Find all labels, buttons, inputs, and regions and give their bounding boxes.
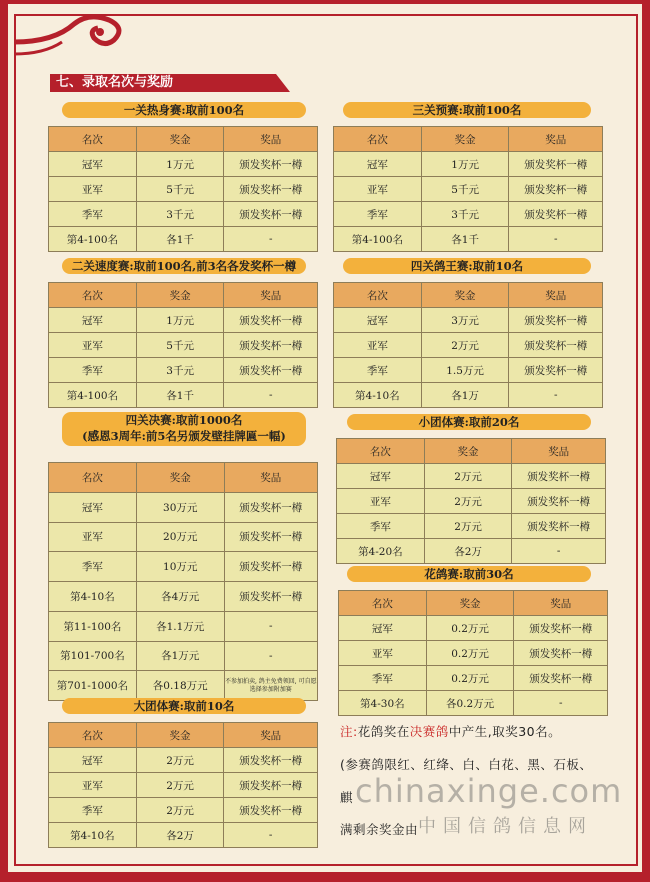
table-header-cell: 奖品 bbox=[512, 439, 606, 464]
table-cell: 颁发奖杯一樽 bbox=[224, 773, 318, 798]
table-title-text: 四关决赛:取前1000名 bbox=[125, 413, 243, 427]
table-row bbox=[334, 308, 603, 333]
table-cell: 季军 bbox=[334, 358, 422, 383]
table-row bbox=[49, 333, 318, 358]
table-cell: 冠军 bbox=[334, 152, 422, 177]
table-cell: 季军 bbox=[49, 798, 137, 823]
table-cell: 颁发奖杯一樽 bbox=[509, 308, 603, 333]
table-cell: 颁发奖杯一樽 bbox=[509, 202, 603, 227]
table-row bbox=[339, 616, 608, 641]
table-cell: 颁发奖杯一樽 bbox=[224, 522, 317, 552]
table-header-cell: 名次 bbox=[334, 283, 422, 308]
table-row bbox=[337, 464, 606, 489]
table-cell: 冠军 bbox=[49, 152, 137, 177]
table-header-cell: 奖品 bbox=[224, 723, 318, 748]
table-header-row bbox=[49, 127, 318, 152]
table-cell: - bbox=[224, 383, 318, 408]
table-cell: 0.2万元 bbox=[426, 666, 514, 691]
table-row bbox=[49, 748, 318, 773]
table-cell: 颁发奖杯一樽 bbox=[224, 492, 317, 522]
table-cell: 2万元 bbox=[136, 748, 224, 773]
table-row bbox=[49, 492, 318, 522]
table-title-7 bbox=[62, 698, 306, 714]
table-header-cell: 奖金 bbox=[421, 283, 509, 308]
table-cell: 颁发奖杯一樽 bbox=[224, 333, 318, 358]
table-header-row bbox=[334, 127, 603, 152]
table-cell: 颁发奖杯一樽 bbox=[224, 358, 318, 383]
table-header-cell: 奖金 bbox=[136, 463, 224, 493]
table-cell: 第4-30名 bbox=[339, 691, 427, 716]
table-cell: 亚军 bbox=[339, 641, 427, 666]
table-cell: 冠军 bbox=[339, 616, 427, 641]
table-row bbox=[339, 691, 608, 716]
prize-table-5 bbox=[336, 438, 606, 564]
table-row bbox=[334, 177, 603, 202]
prize-table-6 bbox=[338, 590, 608, 716]
table-row bbox=[49, 358, 318, 383]
table-row bbox=[337, 514, 606, 539]
table-cell: 第101-700名 bbox=[49, 641, 137, 671]
table-header-cell: 奖金 bbox=[136, 283, 224, 308]
table-row bbox=[49, 177, 318, 202]
table-cell: 第4-10名 bbox=[334, 383, 422, 408]
table-title-0 bbox=[62, 102, 306, 118]
table-cell: 颁发奖杯一樽 bbox=[509, 358, 603, 383]
note-line-2: (参赛鸽限红、红绛、白、白花、黑、石板、 bbox=[340, 757, 593, 772]
table-header-cell: 名次 bbox=[339, 591, 427, 616]
table-cell: 颁发奖杯一樽 bbox=[224, 177, 318, 202]
table-cell: 颁发奖杯一樽 bbox=[224, 202, 318, 227]
table-cell: 亚军 bbox=[49, 333, 137, 358]
table-header-row bbox=[334, 283, 603, 308]
table-cell: 3千元 bbox=[136, 202, 224, 227]
table-cell: 第4-20名 bbox=[337, 539, 425, 564]
table-cell: 颁发奖杯一樽 bbox=[509, 177, 603, 202]
table-cell: 2万元 bbox=[424, 464, 512, 489]
table-header-row bbox=[49, 723, 318, 748]
table-row bbox=[337, 489, 606, 514]
table-cell: - bbox=[514, 691, 608, 716]
table-cell: 各1千 bbox=[136, 227, 224, 252]
prize-table-2 bbox=[48, 282, 318, 408]
table-header-cell: 奖金 bbox=[426, 591, 514, 616]
table-title-1 bbox=[343, 102, 591, 118]
table-header-row bbox=[337, 439, 606, 464]
table-cell: 亚军 bbox=[49, 177, 137, 202]
table-header-cell: 奖金 bbox=[136, 127, 224, 152]
table-header-cell: 名次 bbox=[334, 127, 422, 152]
table-cell: 亚军 bbox=[334, 177, 422, 202]
table-cell: - bbox=[512, 539, 606, 564]
table-header-row bbox=[339, 591, 608, 616]
table-cell: - bbox=[224, 611, 317, 641]
table-row bbox=[337, 539, 606, 564]
table-cell: 亚军 bbox=[337, 489, 425, 514]
table-row bbox=[49, 611, 318, 641]
table-row bbox=[49, 823, 318, 848]
table-title-text: 三关预赛:取前100名 bbox=[412, 103, 522, 117]
table-header-cell: 名次 bbox=[49, 463, 137, 493]
table-cell: 亚军 bbox=[49, 773, 137, 798]
table-title-text: 一关热身赛:取前100名 bbox=[123, 103, 245, 117]
table-cell: 30万元 bbox=[136, 492, 224, 522]
table-header-cell: 名次 bbox=[49, 723, 137, 748]
table-title-4 bbox=[62, 412, 306, 446]
table-row bbox=[49, 152, 318, 177]
table-cell: 冠军 bbox=[49, 308, 137, 333]
table-cell: 各1千 bbox=[136, 383, 224, 408]
table-cell: 冠军 bbox=[337, 464, 425, 489]
table-cell: - bbox=[224, 823, 318, 848]
table-title-text: 二关速度赛:取前100名,前3名各发奖杯一樽 bbox=[71, 259, 297, 273]
table-row bbox=[334, 152, 603, 177]
section-title: 七、录取名次与奖励 bbox=[50, 74, 276, 92]
table-cell: 季军 bbox=[49, 358, 137, 383]
table-cell: - bbox=[224, 641, 317, 671]
ornament-icon bbox=[14, 14, 134, 74]
prize-table-0 bbox=[48, 126, 318, 252]
table-cell: 颁发奖杯一樽 bbox=[224, 552, 317, 582]
watermark-cn: 中国信鸽信息网 bbox=[418, 816, 593, 837]
table-cell: - bbox=[509, 227, 603, 252]
table-cell: 亚军 bbox=[334, 333, 422, 358]
table-cell: - bbox=[509, 383, 603, 408]
table-header-cell: 名次 bbox=[49, 283, 137, 308]
table-cell: 第4-100名 bbox=[49, 227, 137, 252]
table-cell: 颁发奖杯一樽 bbox=[509, 152, 603, 177]
table-title-text: 小团体赛:取前20名 bbox=[418, 415, 520, 429]
table-row bbox=[49, 798, 318, 823]
note-line-3: 麒 bbox=[340, 790, 354, 805]
table-header-cell: 奖金 bbox=[421, 127, 509, 152]
table-cell: 颁发奖杯一樽 bbox=[224, 308, 318, 333]
table-title-text: 花鸽赛:取前30名 bbox=[424, 567, 514, 581]
table-header-cell: 奖品 bbox=[509, 283, 603, 308]
table-header-cell: 奖品 bbox=[514, 591, 608, 616]
table-cell: 颁发奖杯一樽 bbox=[514, 641, 608, 666]
table-cell: 季军 bbox=[334, 202, 422, 227]
table-cell: 颁发奖杯一樽 bbox=[514, 616, 608, 641]
table-cell: 1.5万元 bbox=[421, 358, 509, 383]
table-cell: 10万元 bbox=[136, 552, 224, 582]
table-cell: 第4-10名 bbox=[49, 823, 137, 848]
table-cell: 0.2万元 bbox=[426, 616, 514, 641]
table-title-6 bbox=[347, 566, 591, 582]
table-cell: 5千元 bbox=[136, 333, 224, 358]
table-title-text: 四关鸽王赛:取前10名 bbox=[410, 259, 524, 273]
table-cell: 颁发奖杯一樽 bbox=[224, 798, 318, 823]
table-cell: 各0.2万元 bbox=[426, 691, 514, 716]
table-header-cell: 奖品 bbox=[509, 127, 603, 152]
table-row bbox=[49, 641, 318, 671]
table-header-cell: 奖金 bbox=[136, 723, 224, 748]
table-row bbox=[334, 358, 603, 383]
table-cell: 不参加拍卖, 鸽主免费领回, 可自愿选择参加附加赛 bbox=[224, 671, 317, 701]
note-line-4: 满剩余奖金由 bbox=[340, 822, 419, 837]
table-cell: 季军 bbox=[49, 202, 137, 227]
table-row bbox=[49, 227, 318, 252]
table-cell: 季军 bbox=[339, 666, 427, 691]
table-cell: 季军 bbox=[49, 552, 137, 582]
table-cell: 各1千 bbox=[421, 227, 509, 252]
table-cell: 2万元 bbox=[136, 798, 224, 823]
table-cell: 颁发奖杯一樽 bbox=[224, 748, 318, 773]
table-header-row bbox=[49, 283, 318, 308]
prize-table-4 bbox=[48, 462, 318, 701]
table-cell: 颁发奖杯一樽 bbox=[224, 152, 318, 177]
table-cell: 亚军 bbox=[49, 522, 137, 552]
table-cell: 各4万元 bbox=[136, 582, 224, 612]
table-cell: 2万元 bbox=[136, 773, 224, 798]
table-cell: 5千元 bbox=[136, 177, 224, 202]
table-cell: 颁发奖杯一樽 bbox=[514, 666, 608, 691]
table-cell: 3千元 bbox=[421, 202, 509, 227]
table-cell: 1万元 bbox=[136, 152, 224, 177]
table-row bbox=[339, 641, 608, 666]
table-row bbox=[334, 227, 603, 252]
table-row bbox=[334, 202, 603, 227]
table-row bbox=[49, 383, 318, 408]
table-cell: 各1万元 bbox=[136, 641, 224, 671]
table-row bbox=[49, 671, 318, 701]
table-cell: 颁发奖杯一樽 bbox=[509, 333, 603, 358]
table-header-cell: 名次 bbox=[49, 127, 137, 152]
table-title-text: 大团体赛:取前10名 bbox=[133, 699, 235, 713]
watermark: chinaxinge.com bbox=[355, 772, 623, 810]
table-cell: 3万元 bbox=[421, 308, 509, 333]
table-cell: 3千元 bbox=[136, 358, 224, 383]
table-cell: 颁发奖杯一樽 bbox=[512, 514, 606, 539]
table-row bbox=[339, 666, 608, 691]
prize-table-1 bbox=[333, 126, 603, 252]
table-cell: 第4-10名 bbox=[49, 582, 137, 612]
table-cell: 冠军 bbox=[334, 308, 422, 333]
table-header-cell: 奖金 bbox=[424, 439, 512, 464]
table-cell: 第4-100名 bbox=[334, 227, 422, 252]
table-title-2 bbox=[62, 258, 306, 274]
table-cell: 各2万 bbox=[136, 823, 224, 848]
table-cell: 颁发奖杯一樽 bbox=[512, 464, 606, 489]
table-cell: 2万元 bbox=[424, 489, 512, 514]
table-title-3 bbox=[343, 258, 591, 274]
table-cell: 各2万 bbox=[424, 539, 512, 564]
table-title-5 bbox=[347, 414, 591, 430]
table-cell: 第11-100名 bbox=[49, 611, 137, 641]
table-cell: 第4-100名 bbox=[49, 383, 137, 408]
table-cell: 各0.18万元 bbox=[136, 671, 224, 701]
table-row bbox=[49, 308, 318, 333]
table-cell: 各1万 bbox=[421, 383, 509, 408]
table-row bbox=[334, 383, 603, 408]
table-cell: 5千元 bbox=[421, 177, 509, 202]
table-header-row bbox=[49, 463, 318, 493]
table-header-cell: 名次 bbox=[337, 439, 425, 464]
table-row bbox=[49, 582, 318, 612]
table-row bbox=[49, 522, 318, 552]
table-cell: - bbox=[224, 227, 318, 252]
table-cell: 冠军 bbox=[49, 492, 137, 522]
table-row bbox=[334, 333, 603, 358]
table-cell: 颁发奖杯一樽 bbox=[512, 489, 606, 514]
table-cell: 2万元 bbox=[421, 333, 509, 358]
note-line-1: 注:花鸽奖在决赛鸽中产生,取奖30名。 bbox=[340, 724, 562, 739]
table-header-cell: 奖品 bbox=[224, 127, 318, 152]
table-cell: 1万元 bbox=[136, 308, 224, 333]
table-row bbox=[49, 773, 318, 798]
table-cell: 1万元 bbox=[421, 152, 509, 177]
table-cell: 2万元 bbox=[424, 514, 512, 539]
prize-table-7 bbox=[48, 722, 318, 848]
table-row bbox=[49, 552, 318, 582]
table-row bbox=[49, 202, 318, 227]
table-cell: 第701-1000名 bbox=[49, 671, 137, 701]
table-cell: 各1.1万元 bbox=[136, 611, 224, 641]
table-subtitle-text: (感恩3周年:前5名另颁发壁挂牌匾一幅) bbox=[82, 429, 286, 443]
table-cell: 季军 bbox=[337, 514, 425, 539]
table-cell: 颁发奖杯一樽 bbox=[224, 582, 317, 612]
table-cell: 冠军 bbox=[49, 748, 137, 773]
table-header-cell: 奖品 bbox=[224, 283, 318, 308]
table-header-cell: 奖品 bbox=[224, 463, 317, 493]
table-cell: 20万元 bbox=[136, 522, 224, 552]
table-cell: 0.2万元 bbox=[426, 641, 514, 666]
prize-table-3 bbox=[333, 282, 603, 408]
